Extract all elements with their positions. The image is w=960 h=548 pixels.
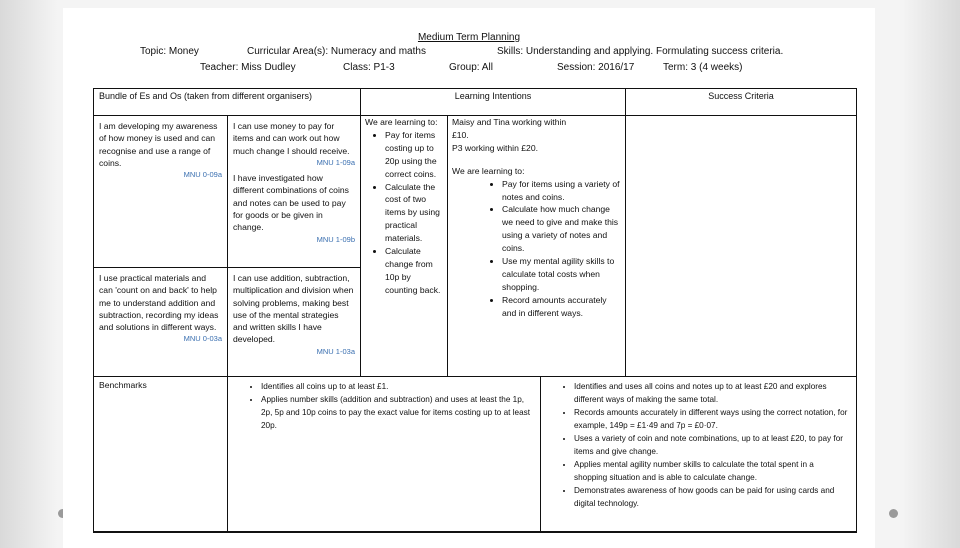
learning-intentions-early — [361, 114, 447, 299]
session: Session: 2016/17 — [557, 62, 635, 73]
li-group-note: P3 working within £20. — [452, 142, 538, 153]
group: Group: All — [449, 62, 493, 73]
es-os-cell — [94, 270, 227, 348]
es-os-text: I use practical materials and can 'count on and back' to help me to understand addition and subtraction, recording my ideas and solutions in different ways. — [99, 273, 219, 333]
benchmark-item: • Uses a variety of coin and note combinations, up to at least £20, to pay for items and give change. — [574, 432, 848, 458]
es-os-text: I can use money to pay for items and can work out how much change I should receive. — [233, 121, 350, 156]
teacher: Teacher: Miss Dudley — [200, 62, 296, 73]
benchmark-item: • Demonstrates awareness of how goods can be paid for using cards and digital technology. — [574, 484, 848, 510]
col-divider — [625, 88, 626, 377]
li-item: • Calculate the cost of two items by using practical materials. — [385, 181, 444, 246]
li-item: • Calculate change from 10p by counting back. — [385, 245, 444, 297]
es-os-cell — [228, 118, 360, 248]
col-header-learning-intentions: Learning Intentions — [454, 91, 532, 101]
benchmark-item: • Identifies all coins up to at least £1. — [261, 380, 532, 393]
es-os-text: I can use addition, subtraction, multiplication and division when solving problems, making best use of the mental strategies and written skills I have developed. — [233, 273, 354, 345]
class: Class: P1-3 — [343, 62, 395, 73]
col-header-success-criteria: Success Criteria — [708, 91, 774, 101]
benchmarks-first — [541, 378, 856, 512]
benchmark-item: • Applies mental agility number skills to calculate the total spent in a shopping situation and is able to calculate change. — [574, 458, 848, 484]
li-intro: We are learning to: — [365, 117, 438, 127]
es-os-cell — [94, 118, 227, 183]
benchmarks-label: Benchmarks — [99, 380, 147, 390]
li-item: • Calculate how much change we need to give and make this using a variety of notes and coins. — [502, 203, 620, 255]
benchmark-item: • Identifies and uses all coins and notes up to at least £20 and explores different ways of making the same total. — [574, 380, 848, 406]
es-os-code: MNU 0-09a — [183, 170, 222, 180]
col-divider — [856, 88, 857, 532]
skills: Skills: Understanding and applying. Formulating success criteria. — [497, 46, 784, 57]
learning-intentions-first — [448, 114, 625, 322]
table-border-bottom — [93, 531, 857, 533]
li-group-note: Maisy and Tina working within £10. — [452, 117, 567, 140]
benchmark-item: • Records amounts accurately in different ways using the correct notation, for example, 149p = £1·49 and 7p = £0·07. — [574, 406, 848, 432]
es-os-cell — [228, 270, 360, 360]
col-header-es-os: Bundle of Es and Os (taken from different organisers) — [99, 91, 312, 101]
es-os-code: MNU 1-09a — [316, 157, 355, 167]
benchmarks-early — [228, 378, 540, 434]
benchmark-item: • Applies number skills (addition and subtraction) and uses at least the 1p, 2p, 5p and 10p coins to pay the exact value for items costing up to at least 20p. — [261, 393, 532, 432]
document-page — [63, 8, 875, 548]
es-os-code: MNU 1-03a — [316, 346, 355, 356]
li-item: • Use my mental agility skills to calculate total costs when shopping. — [502, 255, 620, 294]
li-item: • Pay for items costing up to 20p using the correct coins. — [385, 129, 444, 181]
doc-title: Medium Term Planning — [417, 32, 521, 43]
slide-nav-dot-right[interactable] — [889, 509, 898, 518]
li-item: • Pay for items using a variety of notes and coins. — [502, 178, 620, 204]
es-os-code: MNU 1-09b — [316, 234, 355, 244]
es-os-text: I am developing my awareness of how money is used and can recognise and use a range of coins. — [99, 121, 218, 168]
li-item: • Record amounts accurately and in different ways. — [502, 294, 620, 320]
li-intro: We are learning to: — [452, 165, 525, 176]
es-os-code: MNU 0-03a — [183, 334, 222, 344]
es-os-text: I have investigated how different combinations of coins and notes can be used to pay for goods or be given in change. — [233, 173, 349, 233]
curricular-area: Curricular Area(s): Numeracy and maths — [247, 46, 426, 57]
topic: Topic: Money — [140, 46, 199, 57]
term: Term: 3 (4 weeks) — [663, 62, 743, 73]
